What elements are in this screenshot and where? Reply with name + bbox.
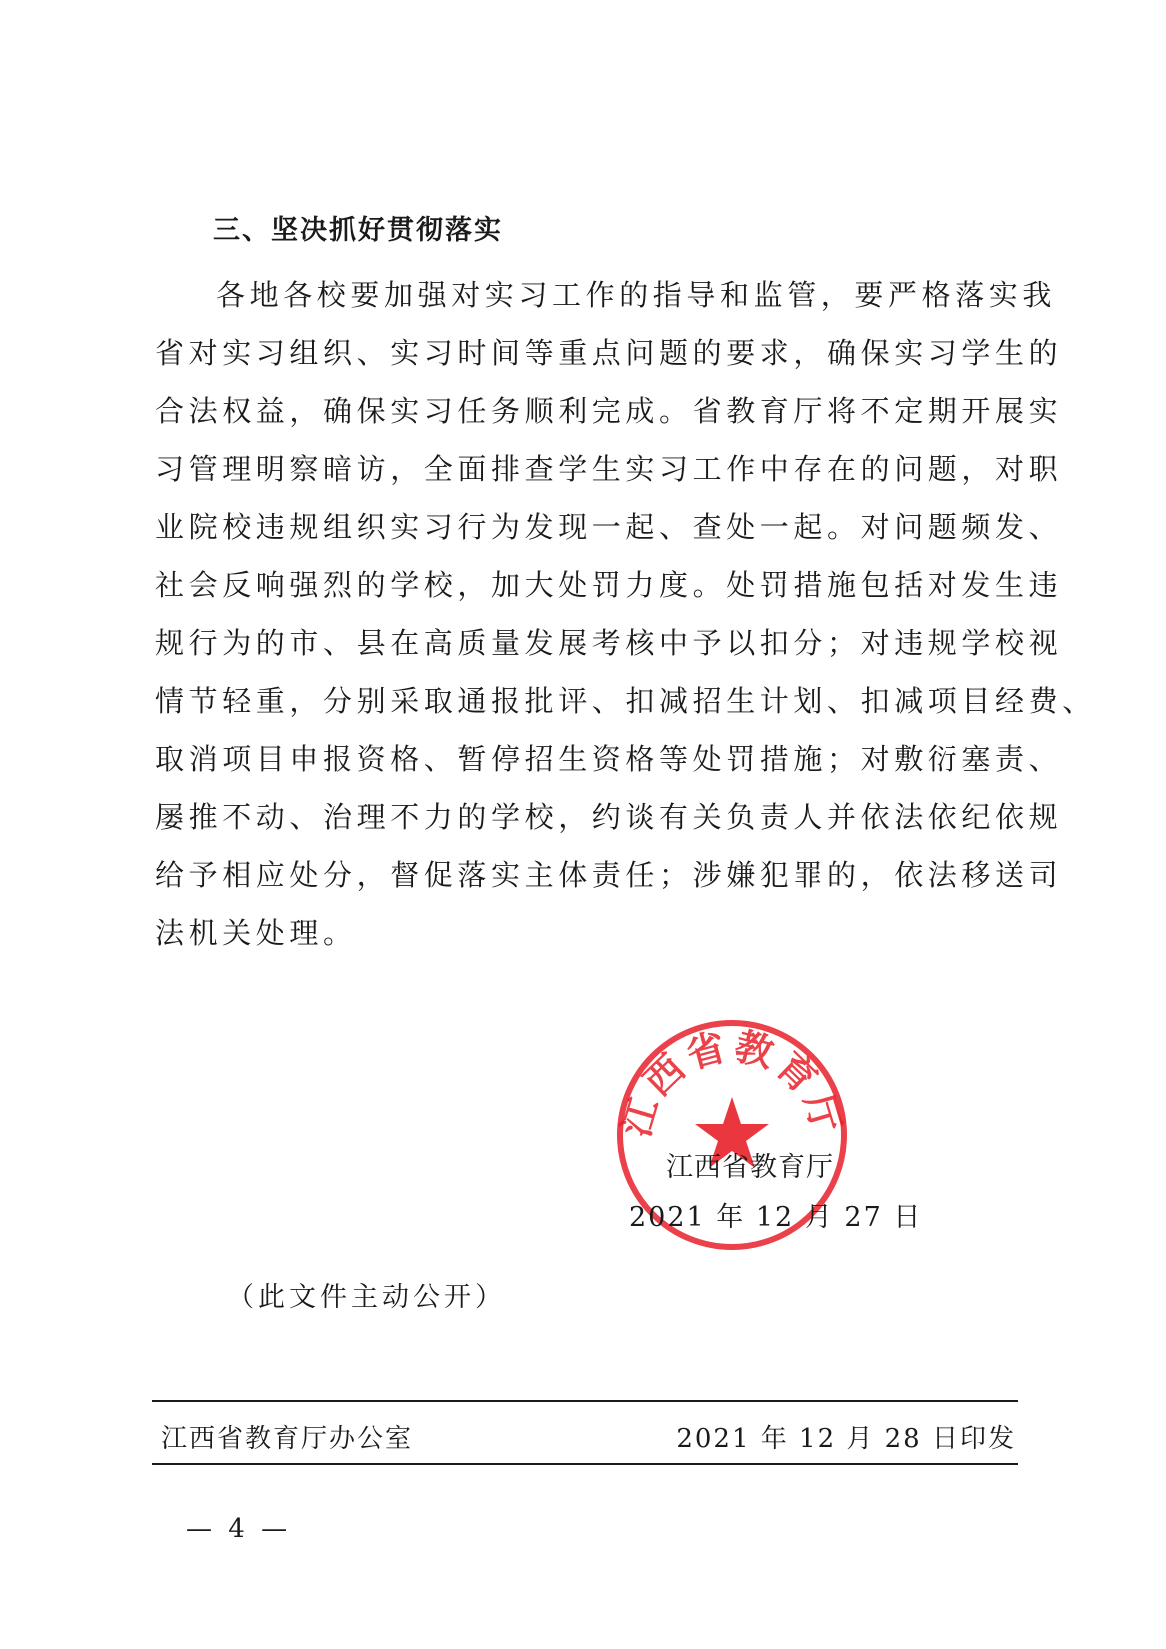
body-line: 社会反响强烈的学校，加大处罚力度。处罚措施包括对发生违 bbox=[155, 568, 1063, 602]
body-line: 省对实习组织、实习时间等重点问题的要求，确保实习学生的 bbox=[155, 336, 1063, 370]
body-line: 规行为的市、县在高质量发展考核中予以扣分；对违规学校视 bbox=[155, 626, 1063, 660]
footer-print-date: 2021 年 12 月 28 日印发 bbox=[676, 1424, 1016, 1454]
footer-top-rule bbox=[152, 1400, 1018, 1402]
footer-issuer: 江西省教育厅办公室 bbox=[161, 1424, 414, 1454]
page-number: — 4 — bbox=[186, 1514, 292, 1544]
body-line: 习管理明察暗访，全面排查学生实习工作中存在的问题，对职 bbox=[155, 452, 1063, 486]
body-line: 屡推不动、治理不力的学校，约谈有关负责人并依法依纪依规 bbox=[155, 800, 1063, 834]
body-line: 法机关处理。 bbox=[155, 916, 357, 950]
body-line: 给予相应处分，督促落实主体责任；涉嫌犯罪的，依法移送司 bbox=[155, 858, 1063, 892]
section-heading: 三、坚决抓好贯彻落实 bbox=[213, 215, 503, 246]
signature-organization: 江西省教育厅 bbox=[666, 1152, 834, 1183]
footer-bottom-rule bbox=[152, 1463, 1018, 1465]
body-line: 情节轻重，分别采取通报批评、扣减招生计划、扣减项目经费、 bbox=[155, 684, 1096, 718]
body-line: 合法权益，确保实习任务顺利完成。省教育厅将不定期开展实 bbox=[155, 394, 1063, 428]
signature-date: 2021 年 12 月 27 日 bbox=[629, 1202, 923, 1233]
disclosure-notice: （此文件主动公开） bbox=[227, 1282, 506, 1313]
body-line: 业院校违规组织实习行为发现一起、查处一起。对问题频发、 bbox=[155, 510, 1063, 544]
body-line: 取消项目申报资格、暂停招生资格等处罚措施；对敷衍塞责、 bbox=[155, 742, 1063, 776]
body-line: 各地各校要加强对实习工作的指导和监管，要严格落实我 bbox=[216, 278, 1057, 312]
seal-text: 江西省教育厅 bbox=[614, 1023, 850, 1142]
body-paragraph bbox=[155, 266, 1096, 962]
